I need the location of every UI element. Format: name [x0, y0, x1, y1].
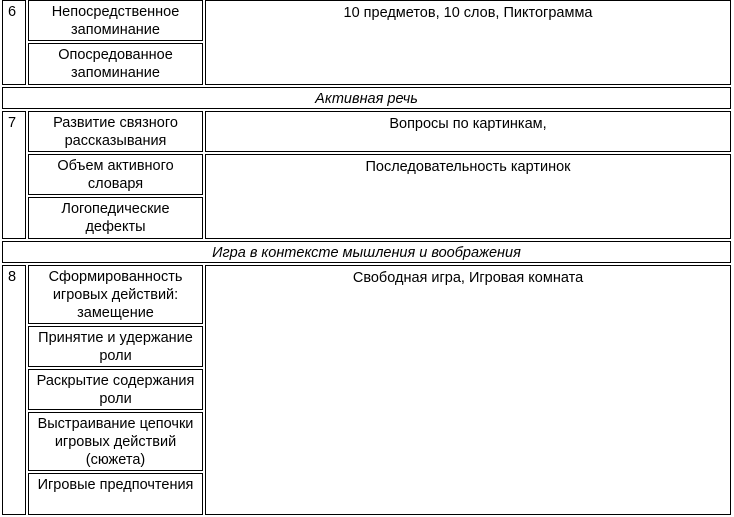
parameter-cell: Непосредственное запоминание: [28, 0, 203, 41]
parameter-cell: Сформированность игровых действий: замещение: [28, 265, 203, 324]
parameter-cell: Принятие и удержание роли: [28, 326, 203, 367]
parameter-cell: Выстраивание цепочки игровых действий (сюжета): [28, 412, 203, 471]
parameter-cell: Раскрытие содержания роли: [28, 369, 203, 410]
method-cell: 10 предметов, 10 слов, Пиктограмма: [205, 0, 731, 85]
row-number: 7: [2, 111, 26, 239]
parameter-cell: Логопедические дефекты: [28, 197, 203, 239]
method-cell: Вопросы по картинкам,: [205, 111, 731, 152]
section-header: Игра в контексте мышления и воображения: [2, 241, 731, 263]
method-cell: Свободная игра, Игровая комната: [205, 265, 731, 515]
row-number: 6: [2, 0, 26, 85]
parameter-cell: Объем активного словаря: [28, 154, 203, 195]
section-header: Активная речь: [2, 87, 731, 109]
parameter-cell: Развитие связного рассказывания: [28, 111, 203, 152]
row-number: 8: [2, 265, 26, 515]
parameter-cell: Опосредованное запоминание: [28, 43, 203, 85]
method-cell: Последовательность картинок: [205, 154, 731, 239]
parameter-cell: Игровые предпочтения: [28, 473, 203, 515]
